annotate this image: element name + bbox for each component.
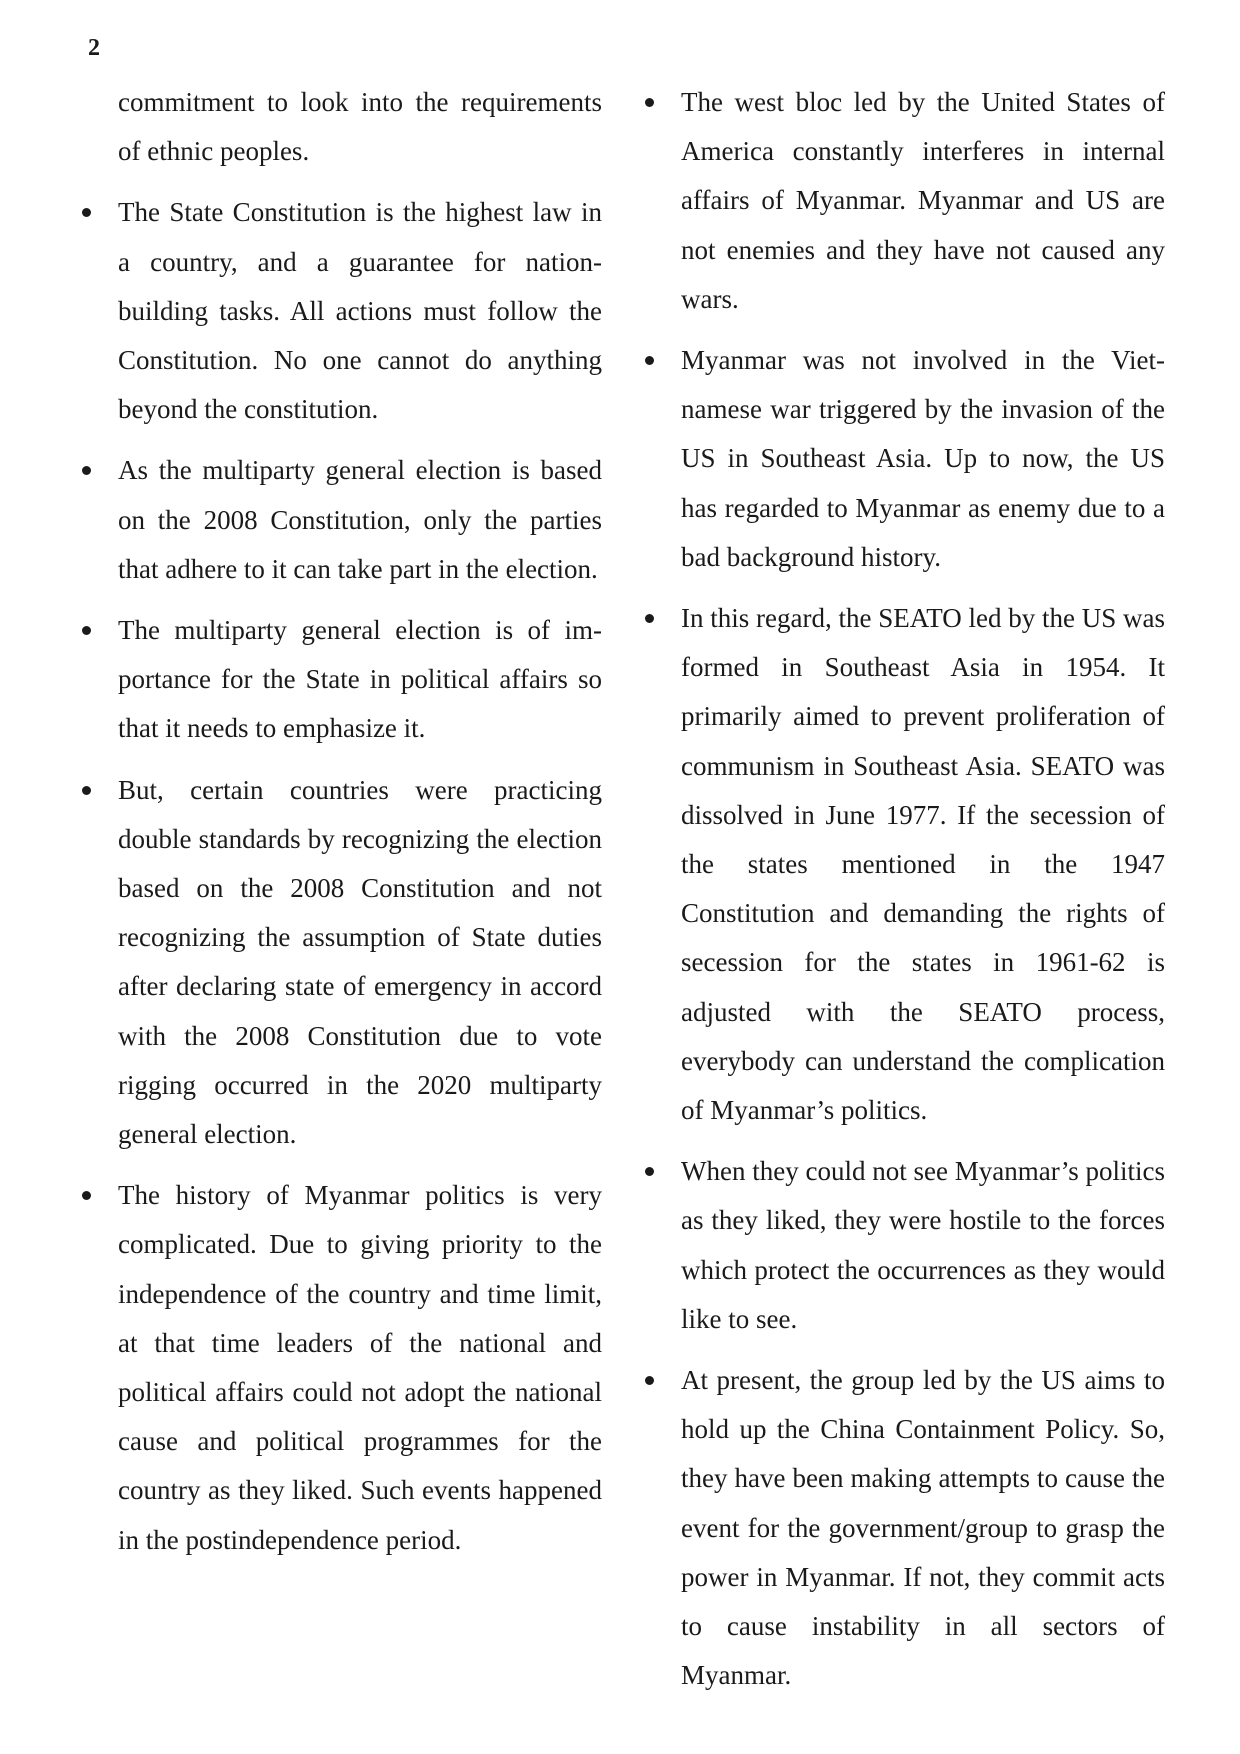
right-column	[681, 78, 1165, 1713]
bullet-item-constitution-highest-law: The State Constitution is the highest law in a country, and a guarantee for nationbuilding tasks. All actions must follow the Constitution. No one cannot do anything beyond the constitution.	[118, 188, 602, 434]
bullet-item-history-of-politics: The history of Myanmar politics is very complicated. Due to giving priority to the independence of the country and time limit, at that time leaders of the national and political affairs could not adopt the national cause and political programmes for the country as they liked. Such events happened in the postindependence period.	[118, 1171, 602, 1565]
continued-paragraph: commitment to look into the requirements of ethnic peoples.	[118, 87, 602, 167]
page-number: 2	[88, 35, 100, 61]
bullet-item-seato: In this regard, the SEATO led by the US was formed in Southeast Asia in 1954. It primarily aimed to prevent proliferation of communism in Southeast Asia. SEATO was dissolved in June 1977. If the secession of the states mentioned in the 1947 Constitution and demanding the rights of secession for the states in 1961-62 is adjusted with the SEATO process, everybody can understand the complication of Myanmar’s politics.	[681, 594, 1165, 1135]
bullet-item-vietnamese-war: Myanmar was not involved in the Vietnamese war triggered by the invasion of the US in Southeast Asia. Up to now, the US has regarded to Myanmar as enemy due to a bad background history.	[681, 336, 1165, 582]
bullet-item-election-importance: The multiparty general election is of importance for the State in political affairs so that it needs to emphasize it.	[118, 606, 602, 754]
bullet-item-west-bloc: The west bloc led by the United States of America constantly interferes in internal affairs of Myanmar. Myanmar and US are not enemies and they have not caused any wars.	[681, 78, 1165, 324]
bullet-item-hostile-forces: When they could not see Myanmar’s politics as they liked, they were hostile to the forces which protect the occurrences as they would like to see.	[681, 1147, 1165, 1344]
bullet-item-double-standards: But, certain countries were practicing double standards by recognizing the election based on the 2008 Constitution and not recognizing the assumption of State duties after declaring state of emergency in accord with the 2008 Constitution due to vote rigging occurred in the 2020 multiparty general election.	[118, 766, 602, 1160]
bullet-item-election-2008-constitution: As the multiparty general election is based on the 2008 Constitution, only the parties that adhere to it can take part in the election.	[118, 446, 602, 594]
bullet-item-china-containment: At present, the group led by the US aims to hold up the China Containment Policy. So, they have been making attempts to cause the event for the government/​group to grasp the power in Myanmar. If not, they commit acts to cause instability in all sectors of Myanmar.	[681, 1356, 1165, 1700]
left-column	[118, 78, 602, 1577]
